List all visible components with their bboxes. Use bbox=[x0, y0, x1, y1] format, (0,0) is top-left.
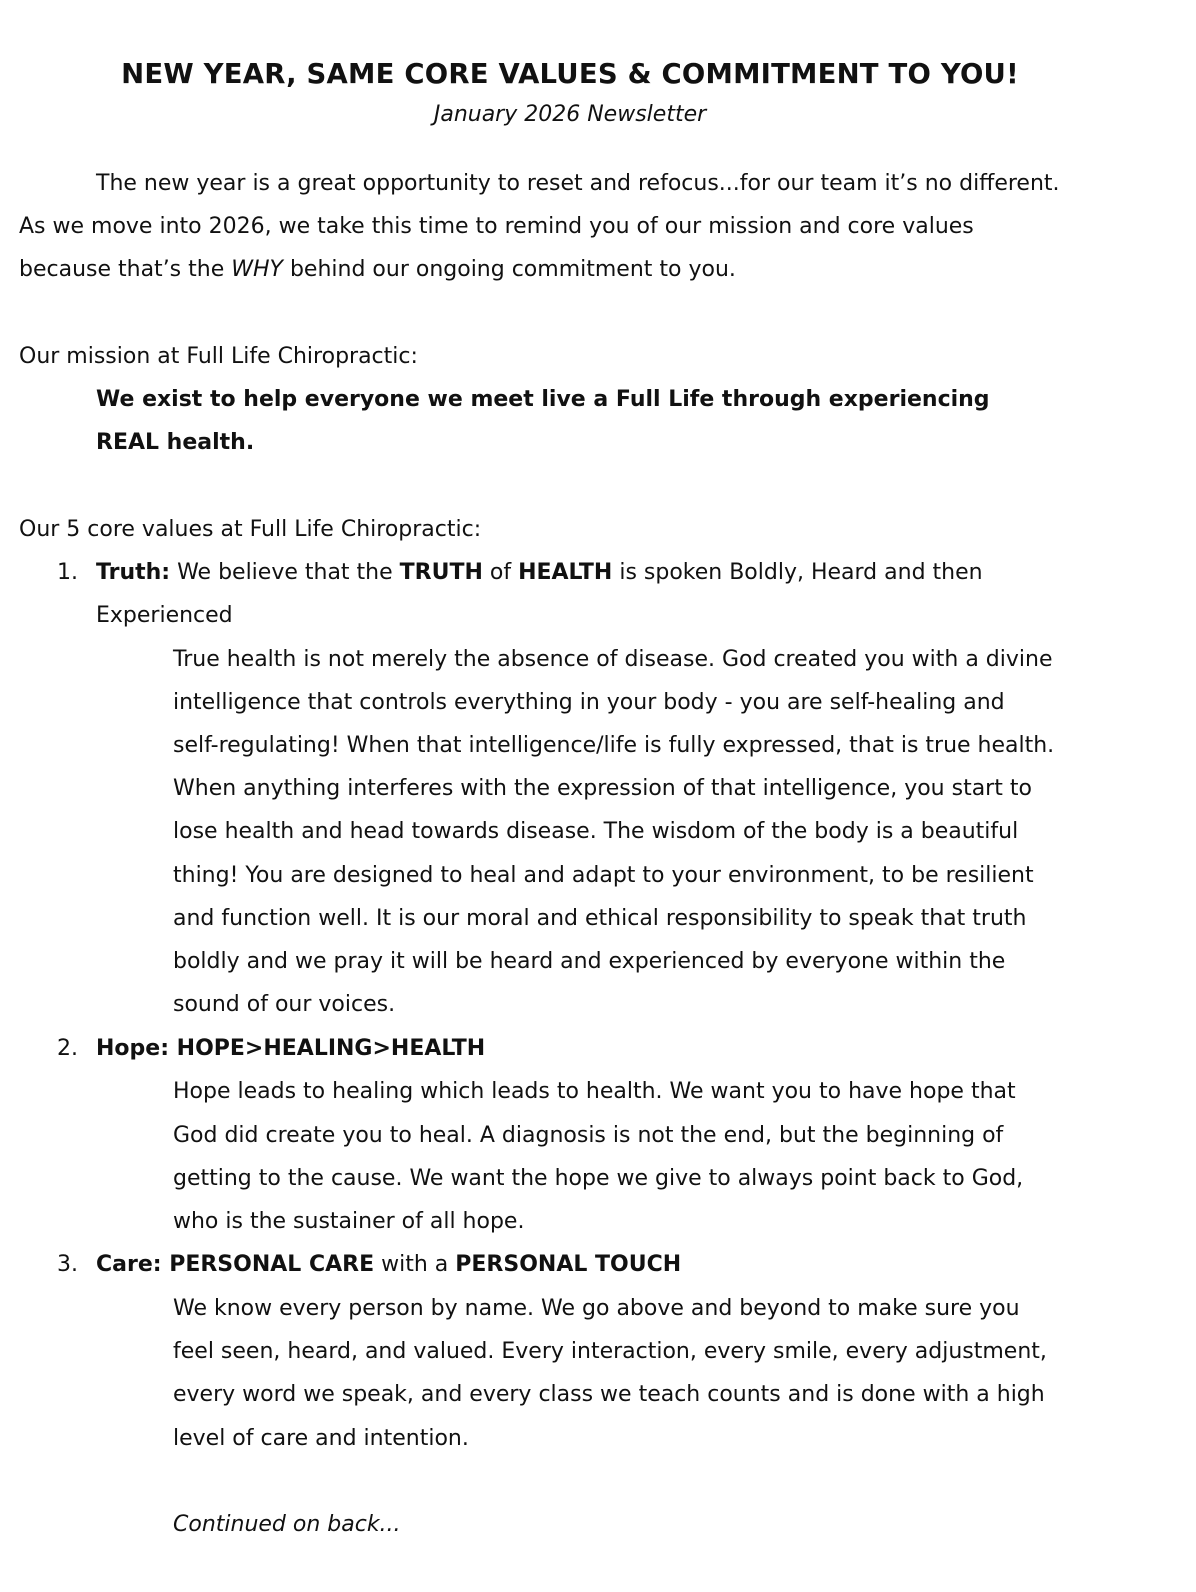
value-truth-name: Truth: bbox=[96, 560, 171, 585]
intro-why-emphasis: WHY bbox=[231, 257, 283, 282]
value-truth-heading-a: We believe that the bbox=[170, 560, 400, 585]
care-body-line: every word we speak, and every class we teach counts and is done with a high bbox=[173, 1382, 1045, 1407]
mission-statement-line-1 bbox=[96, 386, 990, 414]
newsletter-title: NEW YEAR, SAME CORE VALUES & COMMITMENT TO YOU! bbox=[121, 58, 1019, 90]
hope-body-line: getting to the cause. We want the hope we give to always point back to God, bbox=[173, 1166, 1024, 1191]
truth-body-line: self-regulating! When that intelligence/life is fully expressed, that is true health. bbox=[173, 733, 1055, 758]
value-care-heading-mid: with a bbox=[374, 1252, 456, 1277]
truth-body-line: intelligence that controls everything in your body - you are self-healing and bbox=[173, 690, 1005, 715]
intro-line-2: As we move into 2026, we take this time to remind you of our mission and core values bbox=[19, 214, 974, 239]
mission-label: Our mission at Full Life Chiropractic: bbox=[19, 344, 418, 369]
truth-body-line: and function well. It is our moral and ethical responsibility to speak that truth bbox=[173, 906, 1027, 931]
value-hope-heading bbox=[96, 1035, 485, 1063]
value-truth-heading-wrap: Experienced bbox=[96, 603, 233, 628]
truth-body-line: thing! You are designed to heal and adapt to your environment, to be resilient bbox=[173, 863, 1034, 888]
value-health-keyword: HEALTH bbox=[518, 560, 613, 585]
care-body-line: We know every person by name. We go above and beyond to make sure you bbox=[173, 1296, 1020, 1321]
value-number-2: 2. bbox=[57, 1036, 78, 1061]
value-number-1: 1. bbox=[57, 560, 78, 585]
mission-statement-text-2: REAL health. bbox=[96, 430, 255, 455]
intro-line-1: The new year is a great opportunity to reset and refocus...for our team it’s no different. bbox=[96, 171, 1060, 196]
intro-line-3-end: behind our ongoing commitment to you. bbox=[282, 257, 736, 282]
value-number-3: 3. bbox=[57, 1252, 78, 1277]
hope-body-line: Hope leads to healing which leads to health. We want you to have hope that bbox=[173, 1079, 1016, 1104]
value-truth-heading-c: of bbox=[482, 560, 519, 585]
hope-body-line: God did create you to heal. A diagnosis is not the end, but the beginning of bbox=[173, 1123, 1004, 1148]
care-body-line: feel seen, heard, and valued. Every interaction, every smile, every adjustment, bbox=[173, 1339, 1047, 1364]
value-truth-heading-e: is spoken Boldly, Heard and then bbox=[612, 560, 983, 585]
hope-body-line: who is the sustainer of all hope. bbox=[173, 1209, 525, 1234]
newsletter-subtitle: January 2026 Newsletter bbox=[433, 102, 707, 127]
value-hope-heading-text: Hope: HOPE>HEALING>HEALTH bbox=[96, 1036, 486, 1061]
mission-statement-text-1: We exist to help everyone we meet live a Full Life through experiencing bbox=[96, 387, 990, 412]
value-care-name: Care: PERSONAL CARE bbox=[96, 1252, 375, 1277]
truth-body-line: sound of our voices. bbox=[173, 992, 396, 1017]
continued-note-text: Continued on back... bbox=[173, 1512, 401, 1537]
value-truth-heading bbox=[96, 559, 983, 587]
mission-statement-line-2 bbox=[96, 429, 254, 457]
truth-body-line: True health is not merely the absence of disease. God created you with a divine bbox=[173, 647, 1053, 672]
value-care-keyword: PERSONAL TOUCH bbox=[455, 1252, 682, 1277]
intro-line-3 bbox=[19, 256, 736, 284]
values-label: Our 5 core values at Full Life Chiropractic: bbox=[19, 517, 482, 542]
value-truth-keyword: TRUTH bbox=[399, 560, 483, 585]
care-body-line: level of care and intention. bbox=[173, 1426, 469, 1451]
truth-body-line: lose health and head towards disease. The wisdom of the body is a beautiful bbox=[173, 819, 1019, 844]
continued-note bbox=[173, 1511, 401, 1539]
intro-line-3-start: because that’s the bbox=[19, 257, 232, 282]
truth-body-line: When anything interferes with the expression of that intelligence, you start to bbox=[173, 776, 1032, 801]
truth-body-line: boldly and we pray it will be heard and experienced by everyone within the bbox=[173, 949, 1006, 974]
value-care-heading bbox=[96, 1251, 681, 1279]
